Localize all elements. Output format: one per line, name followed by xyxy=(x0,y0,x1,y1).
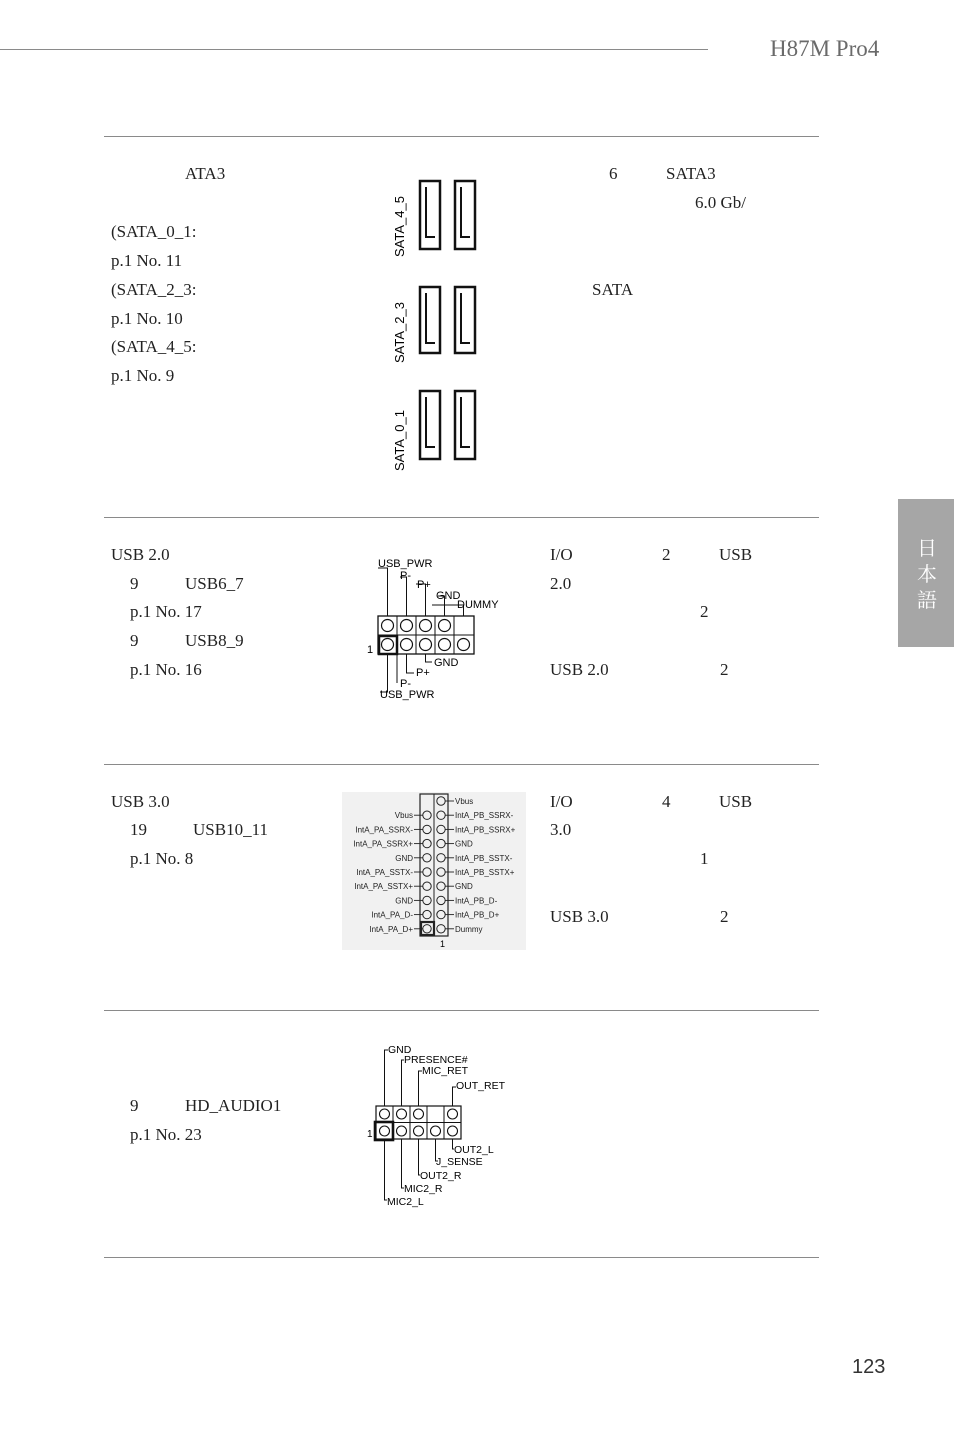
usb3-right-pin-label: Vbus xyxy=(455,797,474,806)
usb3-right-pin-label: IntA_PB_D- xyxy=(455,896,498,906)
audio-pin-label: PRESENCE# xyxy=(404,1054,468,1066)
section-divider xyxy=(104,136,819,137)
usb3-text: I/O xyxy=(550,792,573,811)
sata-text: (SATA_0_1: xyxy=(111,222,197,241)
usb3-text: 19 xyxy=(130,820,147,839)
audio-text: p.1 No. 23 xyxy=(130,1125,202,1144)
usb2-text: 2 xyxy=(662,545,671,564)
usb3-left-pin-label: Vbus xyxy=(394,811,413,821)
usb2-pin-label: P+ xyxy=(416,667,430,679)
section-divider xyxy=(104,764,819,765)
usb3-right-pin-label: IntA_PB_D+ xyxy=(455,910,500,920)
sata-text: p.1 No. 9 xyxy=(111,366,175,385)
usb2-header-diagram xyxy=(362,552,510,704)
usb2-text: p.1 No. 17 xyxy=(130,602,202,621)
usb2-text: 2.0 xyxy=(550,574,572,593)
sata-text: SATA xyxy=(592,280,634,299)
model-title: H87M Pro4 xyxy=(770,36,880,61)
usb3-right-pin-label: GND xyxy=(455,839,473,849)
usb2-text: USB8_9 xyxy=(185,631,244,650)
usb2-text: 2 xyxy=(720,660,729,679)
usb2-pin-grid xyxy=(378,616,474,654)
audio-pin-label: MIC2_R xyxy=(404,1183,443,1195)
sata-text: ATA3 xyxy=(185,164,226,183)
usb2-text: 9 xyxy=(130,631,139,650)
usb3-header-diagram xyxy=(342,792,526,950)
audio-pin-label: OUT_RET xyxy=(456,1080,506,1092)
usb2-pin-label: P- xyxy=(400,678,411,690)
sata-text: p.1 No. 10 xyxy=(111,309,183,328)
sata-text: (SATA_4_5: xyxy=(111,337,197,356)
language-tab-label: 日 本 語 xyxy=(917,536,937,612)
usb2-text: 9 xyxy=(130,574,139,593)
sata-port-label: SATA_4_5 xyxy=(392,196,407,257)
usb3-right-pin-label: Dummy xyxy=(455,924,483,934)
usb3-text: USB 3.0 xyxy=(111,792,170,811)
usb2-pin1-marker: 1 xyxy=(367,644,374,656)
usb3-text: 4 xyxy=(662,792,671,811)
usb3-text: p.1 No. 8 xyxy=(130,849,194,868)
sata-text: 6.0 Gb/ xyxy=(695,193,746,212)
usb3-text: 3.0 xyxy=(550,820,572,839)
sata-connector-diagram xyxy=(386,175,486,475)
usb2-pin-label: USB_PWR xyxy=(380,689,435,701)
usb2-text: USB 2.0 xyxy=(550,660,609,679)
usb2-text: p.1 No. 16 xyxy=(130,660,202,679)
sata-text: (SATA_2_3: xyxy=(111,280,197,299)
audio-text: 9 xyxy=(130,1096,139,1115)
usb2-text: I/O xyxy=(550,545,573,564)
usb3-right-pin-label: GND xyxy=(455,882,473,892)
usb2-text: 2 xyxy=(700,602,709,621)
usb3-right-pin-label: IntA_PB_SSTX- xyxy=(455,853,513,863)
audio-pin1-marker: 1 xyxy=(367,1129,373,1140)
usb3-right-pin-label: IntA_PB_SSRX+ xyxy=(455,825,516,835)
usb3-left-pin-label: IntA_PA_SSRX- xyxy=(355,825,413,835)
usb2-pin-label: USB_PWR xyxy=(378,558,433,570)
usb3-left-pin-label: GND xyxy=(395,896,413,906)
section-divider xyxy=(104,1010,819,1011)
sata-connector-pair xyxy=(420,287,475,353)
audio-pin-label: J_SENSE xyxy=(436,1156,483,1168)
usb3-text: 1 xyxy=(700,849,709,868)
section-divider xyxy=(104,1257,819,1258)
page-number: 123 xyxy=(852,1356,886,1378)
usb3-left-pin-label: IntA_PA_D+ xyxy=(369,924,413,934)
audio-pin-label: OUT2_L xyxy=(454,1144,494,1156)
usb3-pin1-marker: 1 xyxy=(440,939,446,949)
usb3-left-pin-label: GND xyxy=(395,853,413,863)
usb2-text: USB6_7 xyxy=(185,574,244,593)
audio-pin-label: GND xyxy=(388,1044,412,1056)
usb3-right-pin-label: IntA_PB_SSRX- xyxy=(455,811,514,821)
audio-pin-label: MIC2_L xyxy=(387,1196,424,1208)
audio-pin-label: MIC_RET xyxy=(422,1065,469,1077)
audio-text: HD_AUDIO1 xyxy=(185,1096,282,1115)
usb2-pin-label: P+ xyxy=(417,579,431,591)
usb2-text: USB xyxy=(719,545,753,564)
audio-pin-grid xyxy=(375,1106,461,1140)
sata-port-label: SATA_2_3 xyxy=(392,302,407,363)
usb3-text: USB 3.0 xyxy=(550,907,609,926)
language-tab xyxy=(898,499,954,647)
hd-audio-header-diagram xyxy=(362,1040,512,1212)
usb2-pin-label: DUMMY xyxy=(457,599,499,611)
usb2-pin-label: GND xyxy=(434,657,459,669)
usb3-text: 2 xyxy=(720,907,729,926)
usb3-left-pin-label: IntA_PA_SSTX- xyxy=(356,868,413,877)
usb2-pin-label: GND xyxy=(436,590,461,602)
sata-connector-pair xyxy=(420,391,475,459)
audio-pin-label: OUT2_R xyxy=(420,1170,462,1182)
sata-text: SATA3 xyxy=(666,164,716,183)
usb3-left-pin-label: IntA_PA_D- xyxy=(371,910,413,920)
sata-port-label: SATA_0_1 xyxy=(392,410,407,471)
sata-text: 6 xyxy=(609,164,618,183)
header-rule xyxy=(0,49,708,50)
sata-text: p.1 No. 11 xyxy=(111,251,183,270)
usb3-text: USB xyxy=(719,792,753,811)
sata-connector-pair xyxy=(420,181,475,249)
usb2-pin-label: P- xyxy=(400,570,411,582)
section-divider xyxy=(104,517,819,518)
usb3-left-pin-label: IntA_PA_SSRX+ xyxy=(353,839,413,849)
usb3-left-pin-label: IntA_PA_SSTX+ xyxy=(354,882,413,892)
usb2-text: USB 2.0 xyxy=(111,545,170,564)
usb3-right-pin-label: IntA_PB_SSTX+ xyxy=(455,868,515,877)
usb3-text: USB10_11 xyxy=(193,820,268,839)
